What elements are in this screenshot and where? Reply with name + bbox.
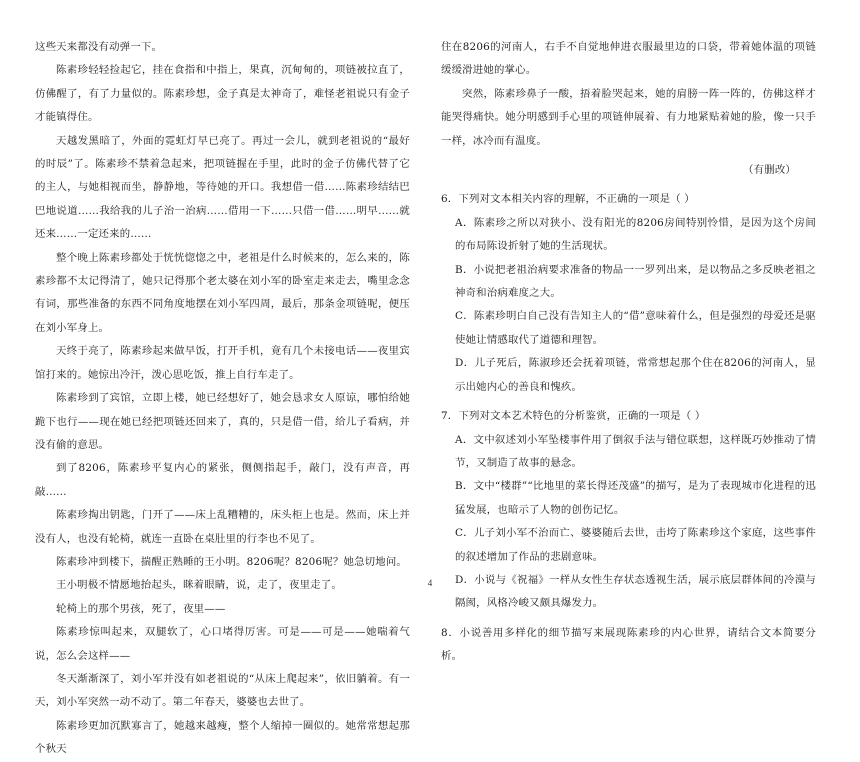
right-column-paragraph: D．小说与《祝福》一样从女性生存状态透视生活，展示底层群体间的冷漠与隔阂，风格冷峻又颇具爆发力。 xyxy=(455,573,816,610)
right-column-paragraph: C．陈素珍明白自己没有告知主人的“借”意味着什么，但是强烈的母爱还是驱使她让情感取代了道德和理智。 xyxy=(455,310,816,346)
left-column-paragraph: 天越发黑暗了，外面的霓虹灯早已亮了。再过一会儿，就到老祖说的“最好的时辰”了。陈素珍不禁着急起来，把项链握在手里，此时的金子仿佛代替了它的主人，与她相视而坐，静静地，等待她的开口。我想借一借……陈素珍结结巴巴地说道……我给我的儿子治一治病……借用一下……只借一借……明早……就还来……一定还来的…… xyxy=(35,134,410,241)
left-column-paragraph: 整个晚上陈素珍都处于恍恍惚惚之中，老祖是什么时候来的，怎么来的，陈素珍都不太记得清了，她只记得那个老太婆在刘小军的卧室走来走去，嘴里念念有词，那些准备的东西不同角度地摆在刘小军四周，最后，那条金项链呢，便压在刘小军身上。 xyxy=(35,251,410,334)
left-column-paragraph: 天终于亮了，陈素珍起来做早饭，打开手机，竟有几个未接电话——夜里宾馆打来的。她惊出冷汗，泼心思吃饭，推上自行车走了。 xyxy=(35,345,410,381)
right-column-paragraph: 突然，陈素珍鼻子一酸，捂着脸哭起来，她的肩膀一阵一阵的，仿佛这样才能哭得痛快。她分明感到手心里的项链伸展着、有力地紧贴着她的脸，像一只手一样，冰冷而有温度。 xyxy=(441,87,816,147)
left-column-paragraph: 轮椅上的那个男孩，死了，夜里—— xyxy=(56,602,226,615)
right-column-paragraph: （有删改） xyxy=(743,164,796,177)
left-column-paragraph: 王小明极不情愿地抬起头，眯着眼睛，说，走了，夜里走了。 xyxy=(56,579,342,592)
left-column-paragraph: 冬天渐渐深了，刘小军并没有如老祖说的“从床上爬起来”，依旧躺着。有一天，刘小军突然一动不动了。第二年春天，婆婆也去世了。 xyxy=(35,672,410,709)
left-column-paragraph: 这些天来都没有动弹一下。 xyxy=(35,41,163,53)
left-column-paragraph: 到了8206，陈素珍平复内心的紧张，侧侧指起手，敲门，没有声音，再敲…… xyxy=(35,462,410,498)
right-column-paragraph: A．文中叙述刘小军坠楼事件用了倒叙手法与错位联想，这样既巧妙推动了情节，又制造了故事的悬念。 xyxy=(455,433,816,469)
right-column-paragraph: 8．小说善用多样化的细节描写来展现陈素珍的内心世界，请结合文本简要分析。 xyxy=(441,626,816,663)
right-column xyxy=(441,36,816,669)
right-column-paragraph: 7．下列对文本艺术特色的分析鉴赏，正确的一项是（ ） xyxy=(441,410,706,423)
column-divider xyxy=(429,30,430,570)
left-column-paragraph: 陈素珍更加沉默寡言了，她越来越瘦，整个人缩掉一圈似的。她常常想起那个秋天 xyxy=(35,719,410,756)
right-column-paragraph: A．陈素珍之所以对狭小、没有阳光的8206房间特别怜惜，是因为这个房间的布局陈设折射了她的生活现状。 xyxy=(455,216,816,253)
page-number: 4 xyxy=(427,578,433,588)
right-column-paragraph: D．儿子死后，陈淑珍还会抚着项链，常常想起那个住在8206的河南人，显示出她内心的善良和愧疚。 xyxy=(455,357,816,393)
right-column-paragraph: C．儿子刘小军不治而亡、婆婆随后去世，击垮了陈素珍这个家庭，这些事件的叙述增加了作品的悲剧意味。 xyxy=(455,527,816,563)
right-column-paragraph: B．文中“楼群”“比地里的菜长得还茂盛”的描写，是为了表现城市化进程的迅猛发展，也暗示了人物的创伤记忆。 xyxy=(455,480,816,516)
right-column-paragraph: B．小说把老祖治病要求准备的物品一一罗列出来，是以物品之多反映老祖之神奇和治病难度之大。 xyxy=(455,263,816,300)
left-column-paragraph: 陈素珍掏出钥匙，门开了——床上乱糟糟的，床头柜上也是。然而，床上并没有人，也没有轮椅，就连一直卧在桌肚里的行李也不见了。 xyxy=(35,509,410,545)
left-column-paragraph: 陈素珍轻轻捡起它，挂在食指和中指上，果真，沉甸甸的，项链被拉直了，仿佛醒了，有了力量似的。陈素珍想，金子真是太神奇了，难怪老祖说只有金子才能镇得住。 xyxy=(35,64,410,124)
left-column-paragraph: 陈素珍惊叫起来，双腿软了，心口堵得厉害。可是——可是——她喘着气说，怎么会这样—— xyxy=(35,626,410,662)
left-column-paragraph: 陈素珍冲到楼下，揣醒正熟睡的王小明。8206呢？8206呢？她急切地问。 xyxy=(56,555,408,568)
right-column-paragraph: 住在8206的河南人，右手不自觉地伸进衣服最里边的口袋，带着她体温的项链缓缓滑进她的掌心。 xyxy=(441,41,816,77)
right-column-paragraph: 6．下列对文本相关内容的理解，不正确的一项是（ ） xyxy=(441,193,695,206)
left-column xyxy=(35,36,410,762)
left-column-paragraph: 陈素珍到了宾馆，立即上楼，她已经想好了，她会恳求女人原谅，哪怕给她跪下也行——现在她已经把项链还回来了，真的，只是借一借，给儿子看病，并没有偷的意思。 xyxy=(35,392,410,451)
